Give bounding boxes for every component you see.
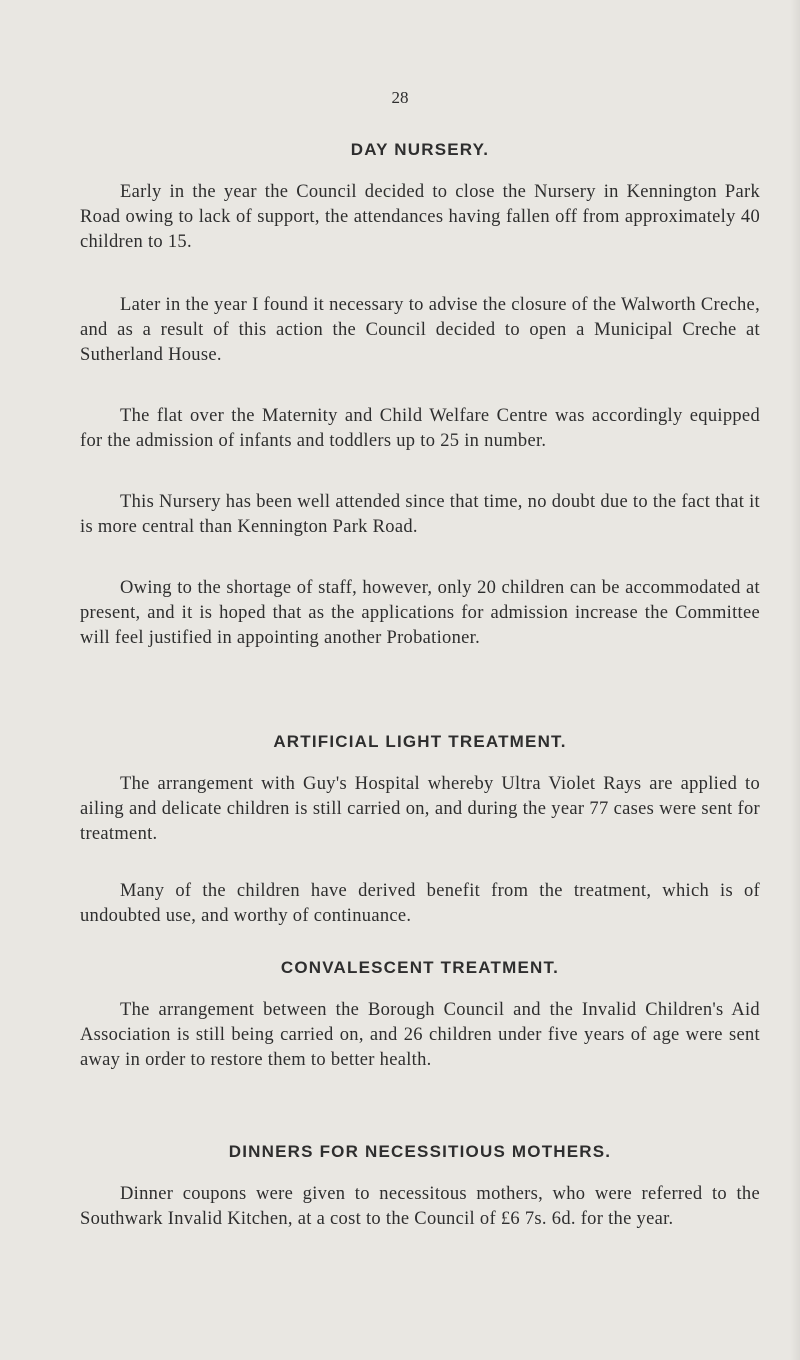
paragraph: The arrangement between the Borough Council and the Invalid Children's Aid Association is still being carried on, and 26 children under five years of age were sent away in order to restore them to better health. bbox=[80, 1000, 760, 1070]
paragraph: Early in the year the Council decided to close the Nursery in Kennington Park Road owing to lack of support, the attendances having fallen off from approximately 40 children to 15. bbox=[80, 182, 760, 252]
section-heading: CONVALESCENT TREATMENT. bbox=[280, 958, 560, 977]
section-heading: ARTIFICIAL LIGHT TREATMENT. bbox=[273, 732, 567, 751]
page-edge-shadow bbox=[790, 0, 800, 1360]
paragraph: Dinner coupons were given to necessitous mothers, who were referred to the Southwark Invalid Kitchen, at a cost to the Council of £6 7s. 6d. for the year. bbox=[80, 1184, 760, 1229]
paragraph: The arrangement with Guy's Hospital whereby Ultra Violet Rays are applied to ailing and delicate children is still carried on, and during the year 77 cases were sent for treatment. bbox=[80, 774, 760, 844]
section-dinners-for-necessitious-mothers bbox=[80, 1142, 760, 1232]
section-heading: DINNERS FOR NECESSITIOUS MOTHERS. bbox=[228, 1142, 612, 1161]
paragraph: Later in the year I found it necessary to advise the closure of the Walworth Creche, and as a result of this action the Council decided to open a Municipal Creche at Sutherland House. bbox=[80, 295, 760, 365]
paragraph: Owing to the shortage of staff, however, only 20 children can be accommodated at present, and it is hoped that as the applications for admission increase the Committee will feel justified in appointing another Probationer. bbox=[80, 578, 760, 648]
paragraph: Many of the children have derived benefit from the treatment, which is of undoubted use, and worthy of continuance. bbox=[80, 881, 760, 926]
section-heading: DAY NURSERY. bbox=[350, 140, 490, 159]
section-day-nursery bbox=[80, 140, 760, 651]
paragraph: The flat over the Maternity and Child Welfare Centre was accordingly equipped for the admission of infants and toddlers up to 25 in number. bbox=[80, 406, 760, 451]
section-convalescent-treatment bbox=[80, 958, 760, 1073]
page-number: 28 bbox=[391, 88, 409, 107]
section-artificial-light-treatment bbox=[80, 732, 760, 929]
paragraph: This Nursery has been well attended since that time, no doubt due to the fact that it is more central than Kennington Park Road. bbox=[80, 492, 760, 537]
